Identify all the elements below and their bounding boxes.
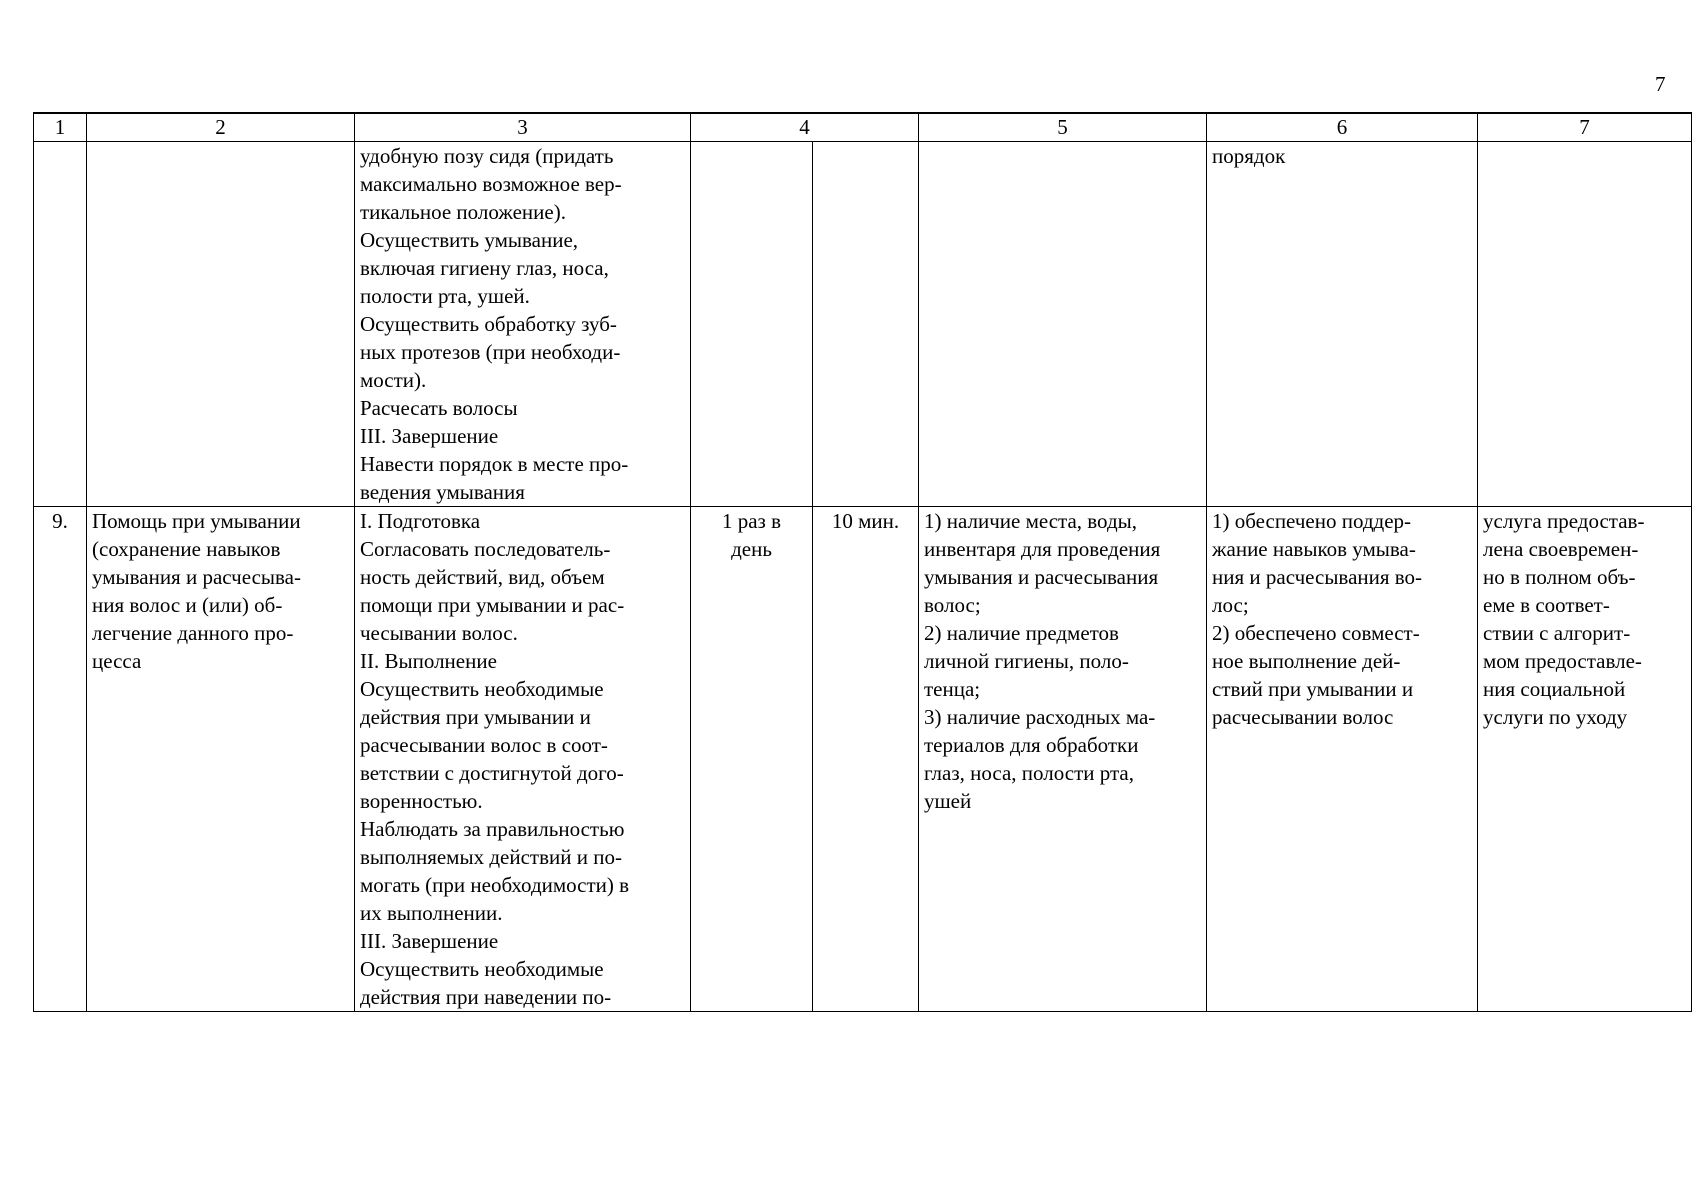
criteria-cell: услуга предостав- лена своевремен- но в полном объ- еме в соответ- ствии с алгорит- мом предоставле- ния социальной услуги по уходу — [1478, 507, 1692, 1012]
result-cell: порядок — [1207, 142, 1478, 507]
duration-cell: 10 мин. — [813, 507, 919, 1012]
column-header-5: 5 — [919, 113, 1207, 142]
row-number-cell — [34, 142, 87, 507]
duration-cell — [813, 142, 919, 507]
table-header-row — [34, 113, 1692, 142]
conditions-cell: 1) наличие места, воды, инвентаря для проведения умывания и расчесывания волос; 2) наличие предметов личной гигиены, поло- тенца; 3) наличие расходных ма- териалов для обработки глаз, носа, полости рта, ушей — [919, 507, 1207, 1012]
column-header-2: 2 — [87, 113, 355, 142]
frequency-cell: 1 раз в день — [691, 507, 813, 1012]
result-cell: 1) обеспечено поддер- жание навыков умыва- ния и расчесывания во- лос; 2) обеспечено совмест- ное выполнение дей- ствий при умывании и расчесывании волос — [1207, 507, 1478, 1012]
criteria-cell — [1478, 142, 1692, 507]
column-header-7: 7 — [1478, 113, 1692, 142]
service-steps-cell: I. Подготовка Согласовать последователь- ность действий, вид, объем помощи при умывании и рас- чесывании волос. II. Выполнение Осуществить необходимые действия при умывании и расчесывании волос в соот- ветствии с достигнутой дого- воренностью. Наблюдать за правильностью выполняемых действий и по- могать (при необходимости) в их выполнении. III. Завершение Осуществить необходимые действия при наведении по- — [355, 507, 691, 1012]
services-table — [33, 112, 1692, 1012]
column-header-1: 1 — [34, 113, 87, 142]
table-row — [34, 507, 1692, 1012]
service-steps-cell: удобную позу сидя (придать максимально возможное вер- тикальное положение). Осуществить умывание, включая гигиену глаз, носа, полости рта, ушей. Осуществить обработку зуб- ных протезов (при необходи- мости). Расчесать волосы III. Завершение Навести порядок в месте про- ведения умывания — [355, 142, 691, 507]
table-row — [34, 142, 1692, 507]
service-name-cell: Помощь при умывании (сохранение навыков умывания и расчесыва- ния волос и (или) об- легчение данного про- цесса — [87, 507, 355, 1012]
page-number: 7 — [1655, 72, 1666, 96]
service-name-cell — [87, 142, 355, 507]
frequency-cell — [691, 142, 813, 507]
row-number-cell: 9. — [34, 507, 87, 1012]
column-header-6: 6 — [1207, 113, 1478, 142]
column-header-4: 4 — [691, 113, 919, 142]
column-header-3: 3 — [355, 113, 691, 142]
conditions-cell — [919, 142, 1207, 507]
